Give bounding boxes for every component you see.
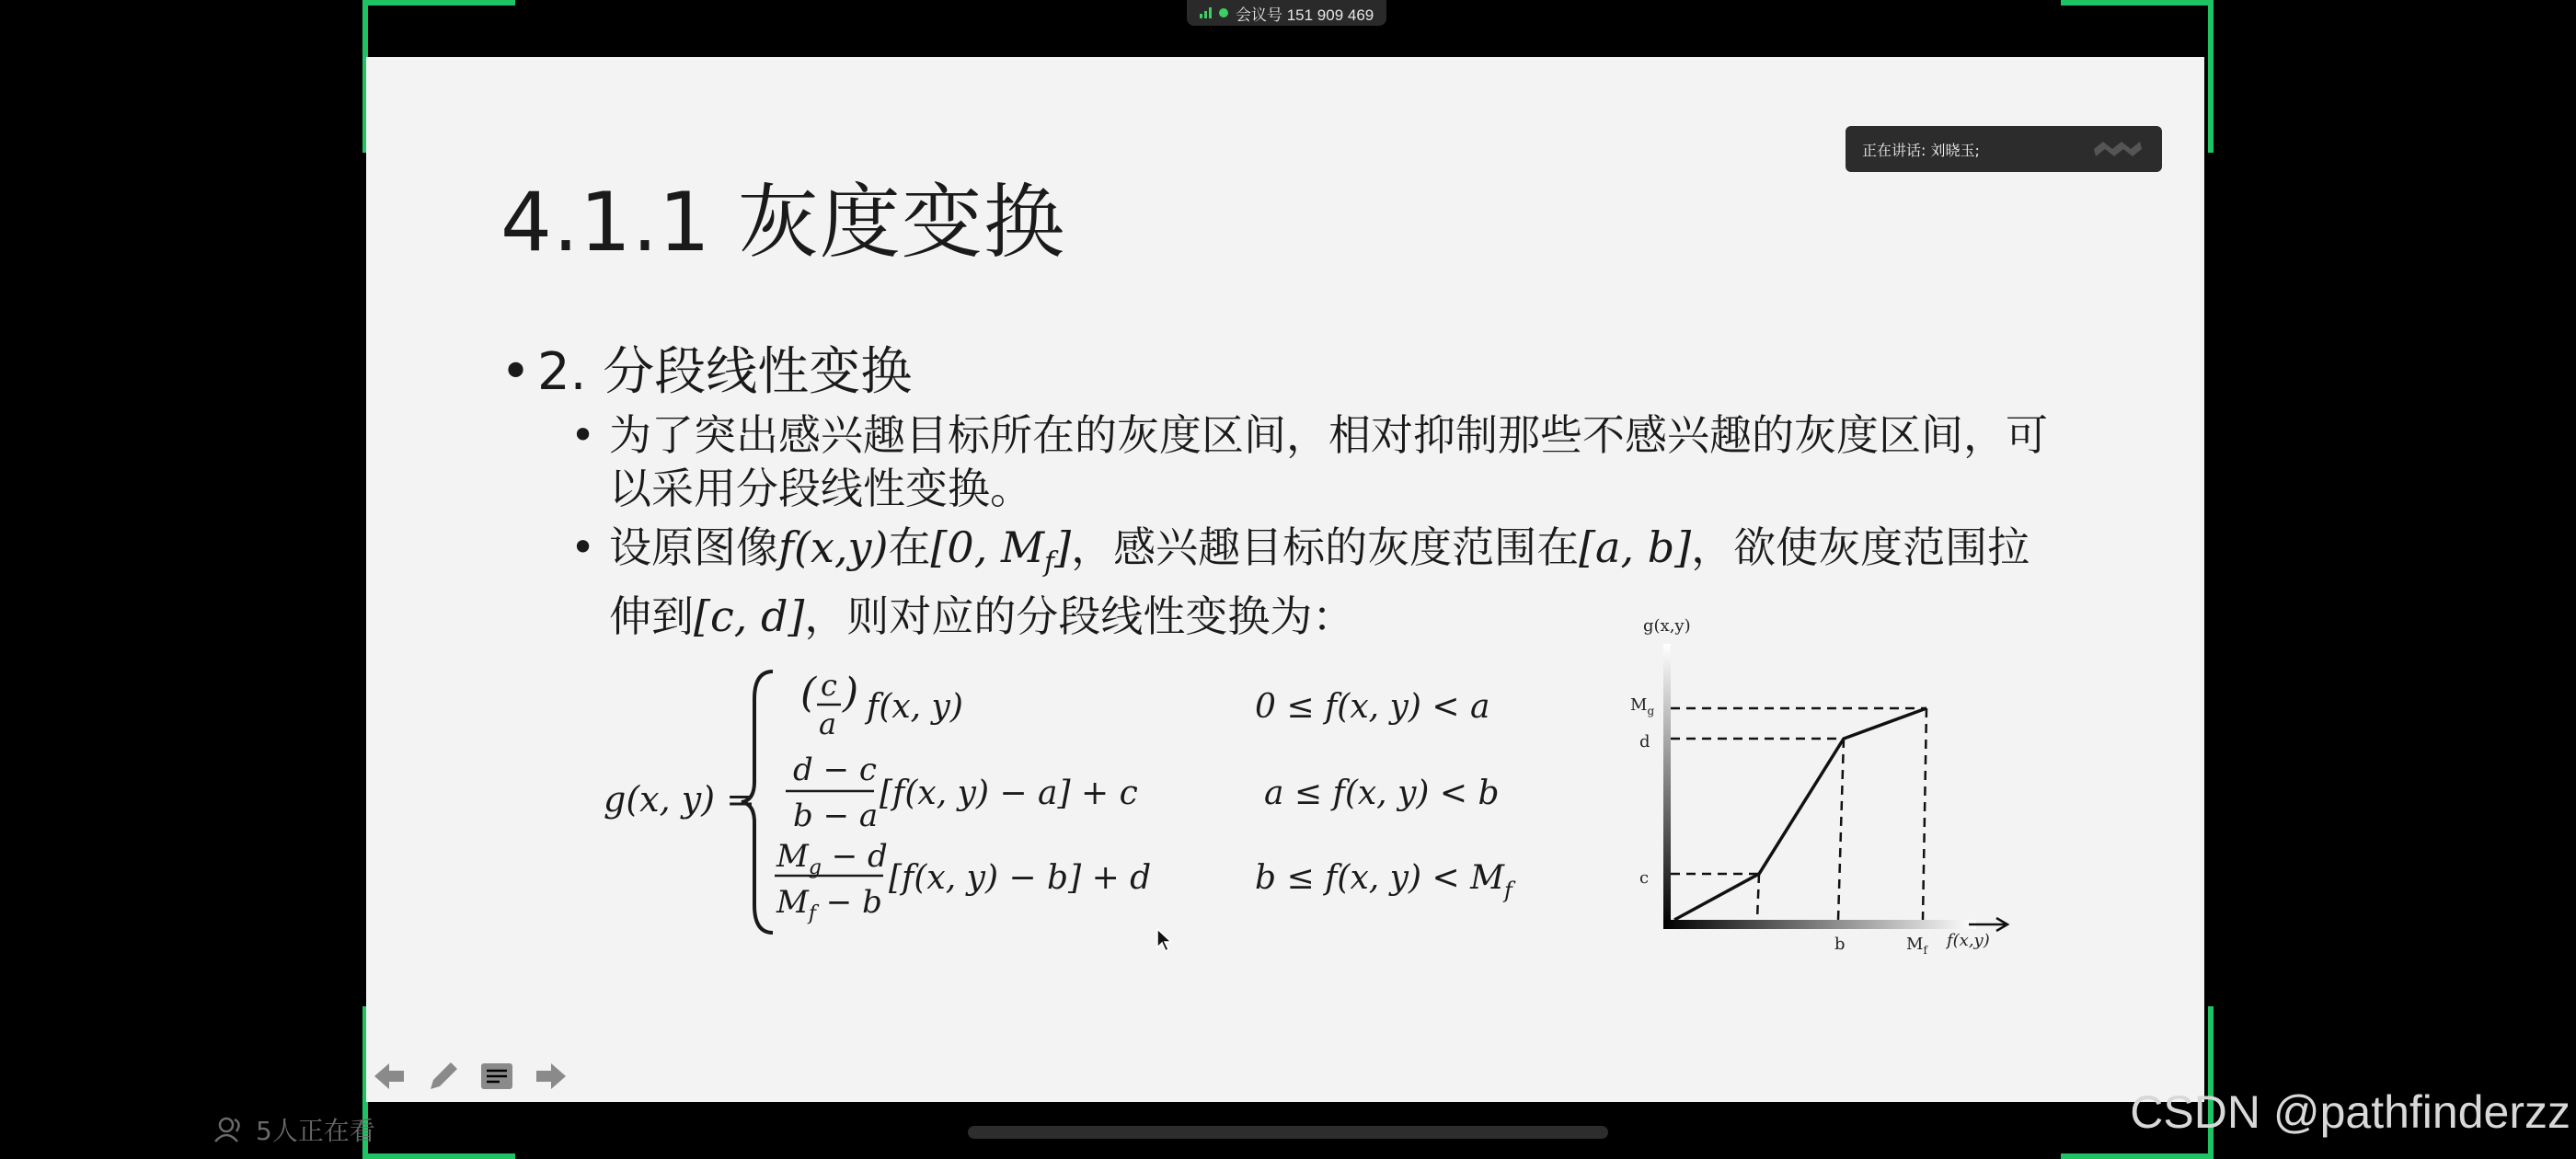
row1-denominator: a	[819, 706, 837, 741]
arrow-left-icon[interactable]	[368, 1056, 412, 1096]
x-axis-label: f(x,y)	[1947, 931, 1990, 950]
paren-right: )	[843, 670, 859, 717]
row3-expression: [f(x, y) − b] + d	[889, 859, 1152, 897]
viewer-count[interactable]	[213, 1111, 375, 1148]
guide-lines	[1671, 708, 1926, 920]
paragraph-2-text: 设原图像f(x,y)在[0, $M_f$]，感兴趣目标的灰度范围在[a, b]，欲使灰度范围拉伸到[c, d]，则对应的分段线性变换为：	[609, 522, 2030, 642]
paren-left: (	[800, 670, 817, 717]
speaking-wave-icon	[2090, 139, 2145, 159]
equation-lhs: g(x, y) =	[604, 779, 755, 820]
y-axis-gradient	[1663, 644, 1671, 925]
row3-numerator: $M_g - d$	[776, 838, 888, 879]
bullet: •	[500, 342, 532, 402]
tick-c: c	[1639, 868, 1650, 888]
notes-icon[interactable]	[475, 1056, 519, 1096]
row1-numerator: c	[821, 668, 837, 703]
watermark: CSDN @pathfinderzz	[2130, 1086, 2570, 1138]
slide-title: 4.1.1 灰度变换	[500, 175, 1065, 270]
tick-d: d	[1639, 732, 1650, 752]
row2-condition: a ≤ f(x, y) < b	[1264, 775, 1500, 812]
section-heading-text: 2. 分段线性变换	[537, 342, 913, 402]
row3-denominator: $M_f - b$	[776, 884, 882, 925]
row1-expression: f(x, y)	[867, 688, 963, 726]
x-axis-gradient	[1663, 920, 1976, 929]
tick-mf: $M_f$	[1906, 935, 1927, 957]
slide-toolbar	[368, 1056, 572, 1096]
speaker-label: 正在讲话: 刘晓玉;	[1862, 141, 1980, 159]
viewer-count-label: 5人正在看	[256, 1116, 375, 1146]
piecewise-equation	[589, 644, 1546, 947]
row3-condition: b ≤ f(x, $y) < M_f$	[1255, 859, 1512, 903]
bullet: •	[570, 410, 596, 460]
bullet-paragraph-1	[570, 408, 2061, 515]
transform-curve	[1674, 708, 1926, 920]
home-indicator[interactable]	[968, 1126, 1608, 1139]
mouse-cursor-icon	[1156, 927, 1174, 953]
y-axis-label: g(x,y)	[1643, 616, 1691, 636]
equation-brace	[742, 671, 773, 933]
speaker-indicator	[1846, 126, 2162, 172]
row2-numerator: d − c	[793, 752, 877, 788]
tick-b: b	[1834, 935, 1846, 954]
signal-icon	[1200, 7, 1212, 18]
status-dot-icon	[1219, 8, 1228, 17]
row1-condition: 0 ≤ f(x, y) < a	[1255, 688, 1490, 726]
section-heading	[500, 331, 912, 405]
piecewise-graph	[1619, 607, 2024, 975]
tick-mg: $M_g$	[1630, 695, 1655, 717]
row2-expression: [f(x, y) − a] + c	[880, 775, 1138, 812]
meeting-id-pill[interactable]	[1187, 0, 1386, 26]
pen-icon[interactable]	[421, 1056, 466, 1096]
arrow-right-icon[interactable]	[528, 1056, 572, 1096]
bullet: •	[570, 522, 596, 572]
row2-denominator: b − a	[793, 798, 879, 834]
meeting-id-label: 会议号 151 909 469	[1236, 6, 1374, 24]
viewers-icon	[213, 1116, 247, 1143]
paragraph-1-text: 为了突出感兴趣目标所在的灰度区间，相对抑制那些不感兴趣的灰度区间，可以采用分段线性变换。	[609, 410, 2048, 513]
